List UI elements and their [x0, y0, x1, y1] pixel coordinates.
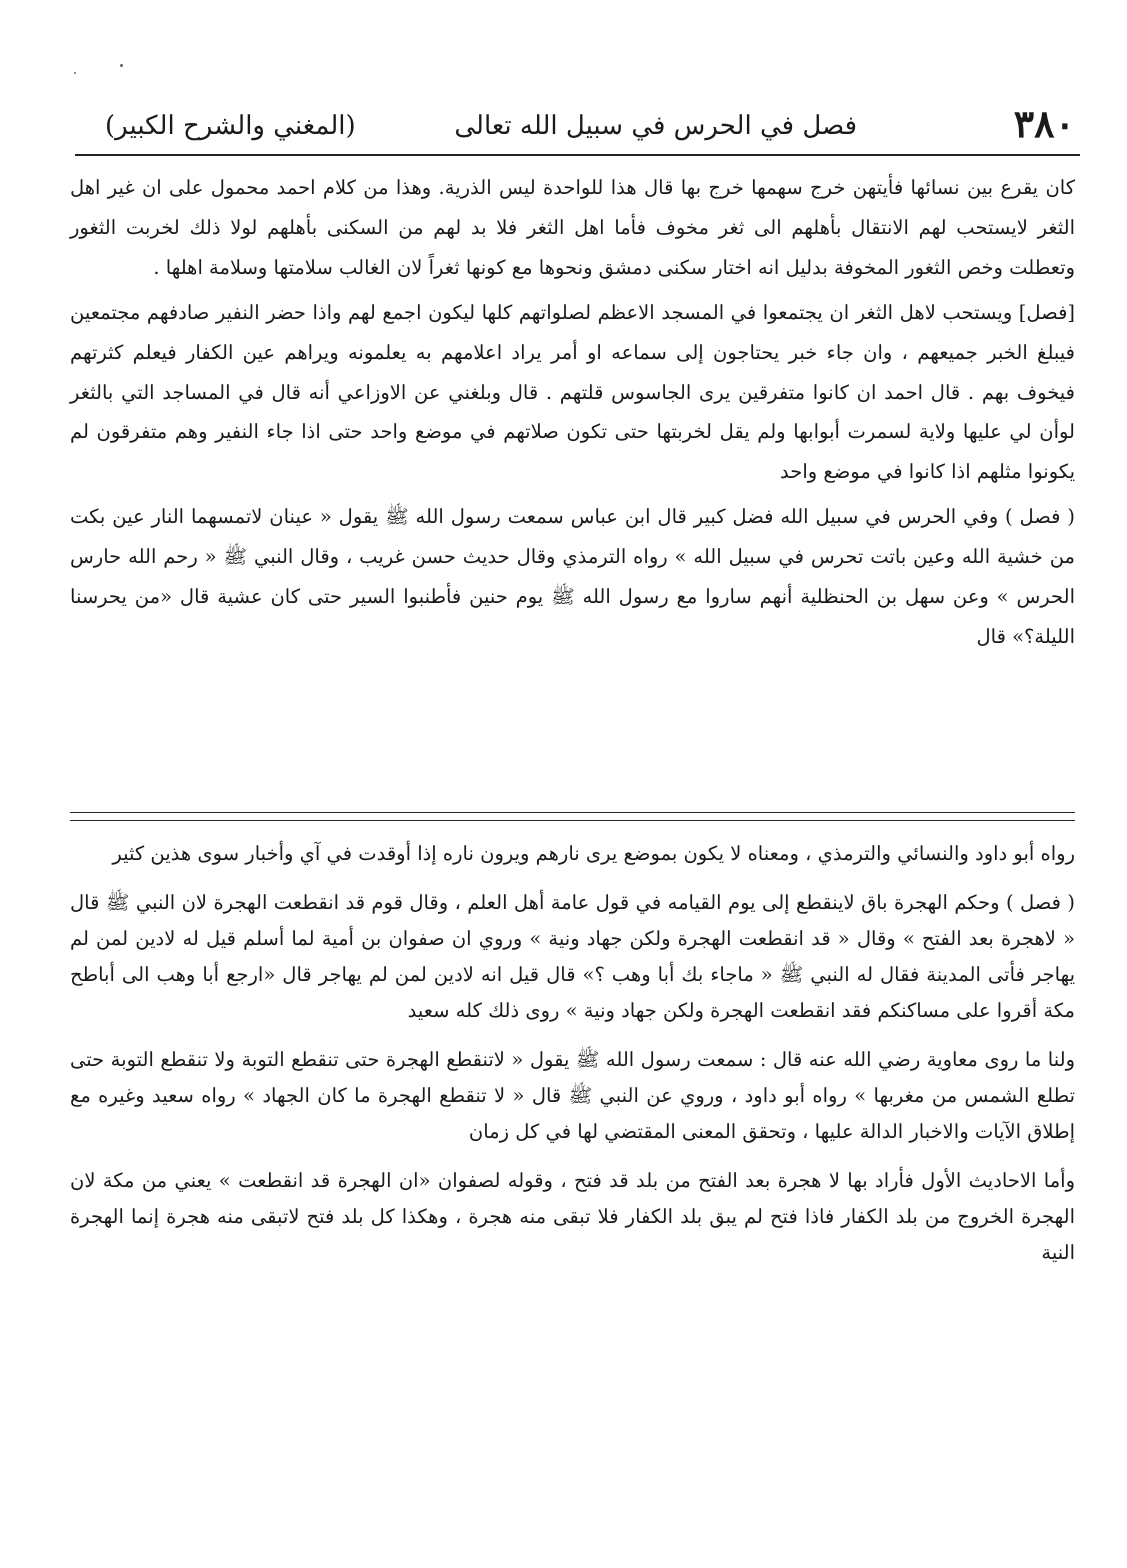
- upper-text-block: [70, 168, 1075, 657]
- paragraph: رواه أبو داود والنسائي والترمذي ، ومعناه لا يكون بموضع يرى نارهم ويرون ناره إذا أوقدت في آي وأخبار سوى هذين كثير: [112, 842, 1075, 865]
- page-number: ٣٨٠: [1013, 101, 1075, 146]
- book-title: (المغني والشرح الكبير): [105, 111, 356, 141]
- paragraph: ( فصل ) وفي الحرس في سبيل الله فضل كبير قال ابن عباس سمعت رسول الله ﷺ يقول « عينان لاتمسهما النار عين بكت من خشية الله وعين باتت تحرس في سبيل الله » رواه الترمذي وقال حديث حسن غريب ، وقال النبي ﷺ « رحم الله حارس الحرس » وعن سهل بن الحنظلية أنهم ساروا مع رسول الله ﷺ يوم حنين فأطنبوا السير حتى كان عشية قال «من يحرسنا الليلة؟» قال: [70, 505, 1075, 648]
- header-rule: [75, 154, 1080, 156]
- page-header: [75, 100, 1075, 152]
- paragraph: وأما الاحاديث الأول فأراد بها لا هجرة بعد الفتح من بلد قد فتح ، وقوله لصفوان «ان الهجرة قد انقطعت » يعني من مكة لان الهجرة الخروج من بلد الكفار فاذا فتح لم يبق بلد الكفار فلا تبقى منه هجرة ، وهكذا كل بلد فتح لاتبقى منه هجرة إنما الهجرة النية: [70, 1169, 1075, 1264]
- paragraph: ( فصل ) وحكم الهجرة باق لاينقطع إلى يوم القيامه في قول عامة أهل العلم ، وقال قوم قد انقطعت الهجرة لان النبي ﷺ قال « لاهجرة بعد الفتح » وقال « قد انقطعت الهجرة ولكن جهاد ونية » وروي ان صفوان بن أمية لما أسلم قيل له لادين لمن لم يهاجر فأتى المدينة فقال له النبي ﷺ « ماجاء بك أبا وهب ؟» قال قيل انه لادين لمن لم يهاجر قال «ارجع أبا وهب الى أباطح مكة أقروا على مساكنكم فقد انقطعت الهجرة ولكن جهاد ونية » روى ذلك كله سعيد: [70, 891, 1075, 1022]
- paragraph: ولنا ما روى معاوية رضي الله عنه قال : سمعت رسول الله ﷺ يقول « لاتنقطع الهجرة حتى تنقطع التوبة ولا تنقطع التوبة حتى تطلع الشمس من مغربها » رواه أبو داود ، وروي عن النبي ﷺ قال « لا تنقطع الهجرة ما كان الجهاد » رواه سعيد وغيره مع إطلاق الآيات والاخبار الدالة عليها ، وتحقق المعنى المقتضي لها في كل زمان: [70, 1048, 1075, 1143]
- section-divider: [70, 812, 1075, 821]
- section-title: فصل في الحرس في سبيل الله تعالى: [454, 111, 857, 141]
- lower-text-block: [70, 836, 1075, 1271]
- paragraph: [فصل] ويستحب لاهل الثغر ان يجتمعوا في المسجد الاعظم لصلواتهم كلها ليكون اجمع لهم واذا حضر النفير صادفهم مجتمعين فيبلغ الخبر جميعهم ، وان جاء خبر يحتاجون إلى سماعه او أمر يراد اعلامهم به يعلمونه ويراهم عين الكفار فيعلم كثرتهم فيخوف بهم . قال احمد ان كانوا متفرقين يرى الجاسوس قلتهم . قال وبلغني عن الاوزاعي أنه قال في المساجد التي بالثغر لوأن لي عليها ولاية لسمرت أبوابها ولم يقل لخربتها حتى تكون صلاتهم في موضع واحد حتى اذا جاء النفير وهم متفرقون لم يكونوا مثلهم اذا كانوا في موضع واحد: [70, 300, 1075, 484]
- paragraph: كان يقرع بين نسائها فأيتهن خرج سهمها خرج بها قال هذا للواحدة ليس الذرية. وهذا من كلام احمد محمول على ان غير اهل الثغر لايستحب لهم الانتقال بأهلهم الى ثغر مخوف فأما اهل الثغر فلا بد لهم من السكنى بأهلهم لولا ذلك لخربت الثغور وتعطلت وخص الثغور المخوفة بدليل انه اختار سكنى دمشق ونحوها مع كونها ثغراً لان الغالب سلامتها وسلامة اهلها .: [70, 176, 1075, 279]
- paper-speck: [120, 64, 123, 67]
- paper-speck: [74, 72, 76, 74]
